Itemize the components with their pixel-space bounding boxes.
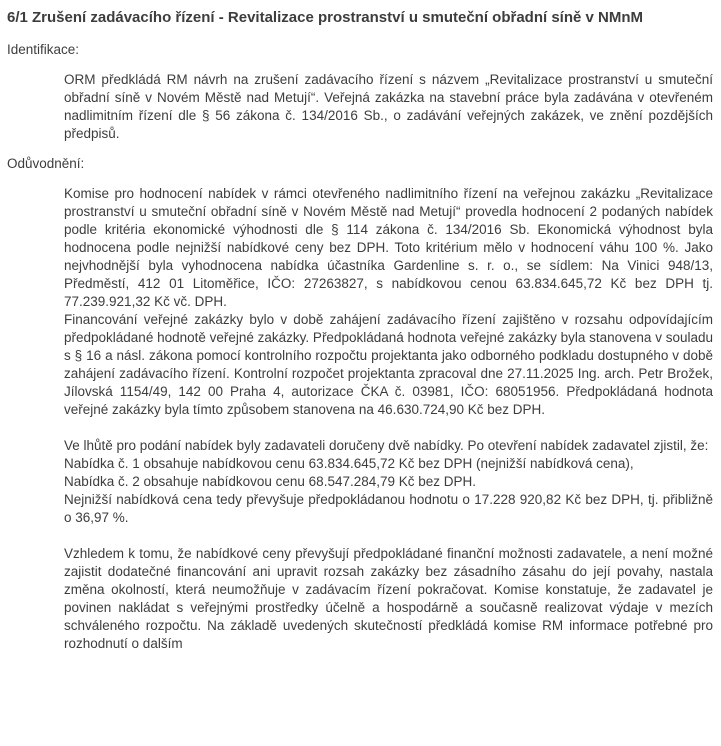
section-identifikace — [7, 41, 713, 143]
paragraph-price-exceeds: Nejnižší nabídková cena tedy převyšuje předpokládanou hodnotu o 17.228 920,82 Kč bez DPH, tj. přibližně o 36,97 %. — [64, 492, 713, 525]
section-body-identifikace — [64, 71, 713, 143]
paragraph-financing: Financování veřejné zakázky bylo v době zahájení zadávacího řízení zajištěno v rozsahu odpovídajícím předpokládané hodnotě veřejné zakázky. Předpokládaná hodnota veřejné zakázky byla stanovena v souladu s § 16 a násl. zákona pomocí kontrolního rozpočtu projektanta jako odborného podkladu dostupného v době zahájení zadávacího řízení. Kontrolní rozpočet projektanta zpracoval dne 27.11.2025 Ing. arch. Petr Brožek, Jílovská 1154/49, 142 00 Praha 4, autorizace ČKA č. 03981, IČO: 68051956. Předpokládaná hodnota veřejné zakázky byla tímto způsobem stanovena na 46.630.724,90 Kč bez DPH. — [64, 312, 713, 417]
paragraph-bid-1: Nabídka č. 1 obsahuje nabídkovou cenu 63.834.645,72 Kč bez DPH (nejnižší nabídková cena), — [64, 456, 634, 471]
section-body-oduvodneni — [64, 185, 713, 653]
paragraph-conclusion: Vzhledem k tomu, že nabídkové ceny převyšují předpokládané finanční možnosti zadavatele, a není možné zajistit dodatečné financování ani upravit rozsah zakázky bez zásadního zásahu do její povahy, nastala změna okolností, která neumožňuje v zadávacím řízení pokračovat. Komise konstatuje, že zadavatel je povinen nakládat s veřejnými prostředky účelně a hospodárně a současně realizovat výdaje v mezích schváleného rozpočtu. Na základě uvedených skutečností předkládá komise RM informace potřebné pro rozhodnutí o dalším — [64, 546, 713, 651]
paragraph-bids-received: Ve lhůtě pro podání nabídek byly zadavateli doručeny dvě nabídky. Po otevření nabídek zadavatel zjistil, že: — [64, 438, 709, 453]
paragraph-evaluation: Komise pro hodnocení nabídek v rámci otevřeného nadlimitního řízení na veřejnou zakázku „Revitalizace prostranství u smuteční obřadní síně v Novém Městě nad Metují“ provedla hodnocení 2 podaných nabídek podle kritéria ekonomické výhodnosti dle § 114 zákona č. 134/2016 Sb. Ekonomická výhodnost byla hodnocena podle nejnižší nabídkové ceny bez DPH. Toto kritérium mělo v hodnocení váhu 100 %. Jako nejvhodnější byla vyhodnocena nabídka účastníka Gardenline s. r. o., se sídlem: Na Vinici 948/13, Předměstí, 412 01 Litoměřice, IČO: 27263827, s nabídkovou cenou 63.834.645,72 Kč bez DPH tj. 77.239.921,32 Kč vč. DPH. — [64, 186, 713, 309]
paragraph-identifikace-1: ORM předkládá RM návrh na zrušení zadávacího řízení s názvem „Revitalizace prostranství u smuteční obřadní síně v Novém Městě nad Metují“. Veřejná zakázka na stavební práce byla zadávána v otevřeném nadlimitním řízení dle § 56 zákona č. 134/2016 Sb., o zadávání veřejných zakázek, ve znění pozdějších předpisů. — [64, 72, 713, 141]
section-oduvodneni — [7, 155, 713, 653]
page-title: 6/1 Zrušení zadávacího řízení - Revitalizace prostranství u smuteční obřadní síně v NMnM — [7, 9, 644, 26]
paragraph-bid-2: Nabídka č. 2 obsahuje nabídkovou cenu 68.547.284,79 Kč bez DPH. — [64, 474, 477, 489]
section-label-identifikace: Identifikace: — [7, 42, 80, 57]
section-label-oduvodneni: Odůvodnění: — [7, 156, 85, 171]
